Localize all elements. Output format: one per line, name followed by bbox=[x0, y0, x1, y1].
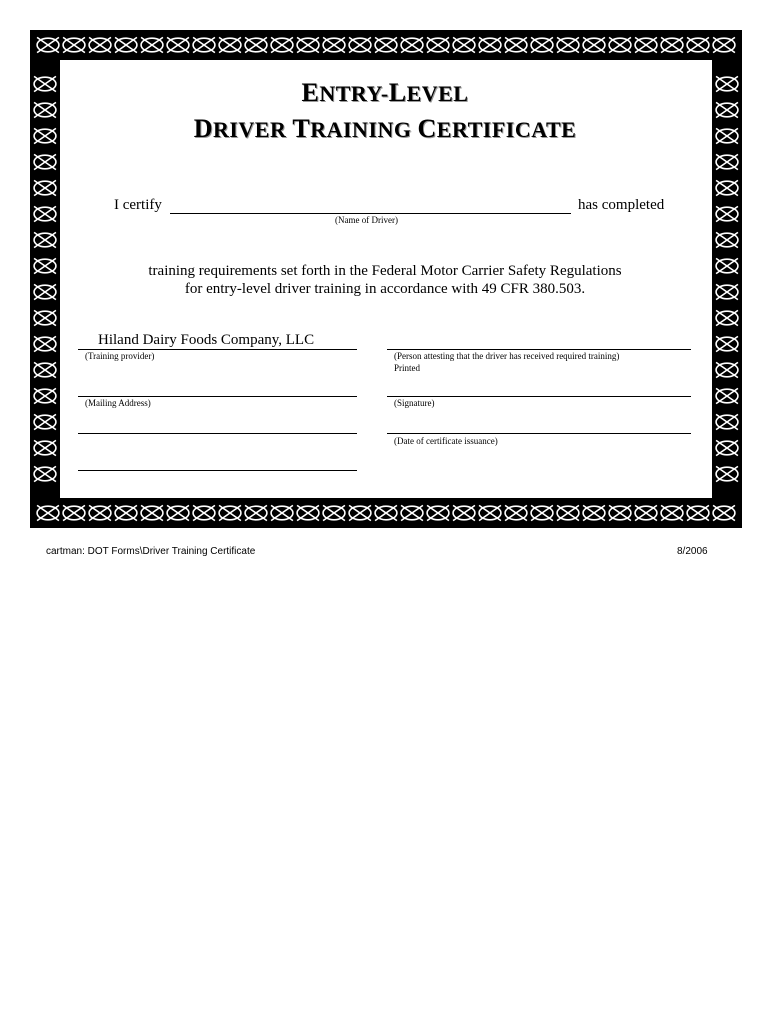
mailing-address-caption: (Mailing Address) bbox=[85, 398, 151, 408]
body-line-1: training requirements set forth in the Federal Motor Carrier Safety Regulations bbox=[148, 263, 622, 279]
signature-field[interactable] bbox=[387, 396, 691, 397]
body-line-2: for entry-level driver training in accordance with 49 CFR 380.503. bbox=[184, 281, 586, 297]
issuance-date-caption: (Date of certificate issuance) bbox=[394, 436, 498, 446]
attesting-person-caption: (Person attesting that the driver has received required training) bbox=[394, 351, 620, 361]
footer-file-path: cartman: DOT Forms\Driver Training Certificate bbox=[46, 546, 256, 557]
title-line-1: ENTRY-LEVEL bbox=[301, 78, 469, 107]
training-provider-value: Hiland Dairy Foods Company, LLC bbox=[98, 332, 315, 348]
mailing-address-field-3[interactable] bbox=[78, 470, 357, 471]
attesting-printed-caption: Printed bbox=[394, 363, 420, 373]
footer-date: 8/2006 bbox=[677, 546, 708, 557]
attesting-person-field[interactable] bbox=[387, 349, 691, 350]
mailing-address-field-2[interactable] bbox=[78, 433, 357, 434]
training-provider-field[interactable] bbox=[78, 349, 357, 350]
mailing-address-field[interactable] bbox=[78, 396, 357, 397]
driver-name-field[interactable] bbox=[170, 213, 571, 214]
name-of-driver-caption: (Name of Driver) bbox=[335, 215, 398, 225]
issuance-date-field[interactable] bbox=[387, 433, 691, 434]
title-line-2: DRIVER TRAINING CERTIFICATE bbox=[193, 114, 577, 143]
certify-prefix: I certify bbox=[114, 197, 162, 213]
training-provider-caption: (Training provider) bbox=[85, 351, 155, 361]
certify-suffix: has completed bbox=[578, 197, 665, 213]
signature-caption: (Signature) bbox=[394, 398, 435, 408]
